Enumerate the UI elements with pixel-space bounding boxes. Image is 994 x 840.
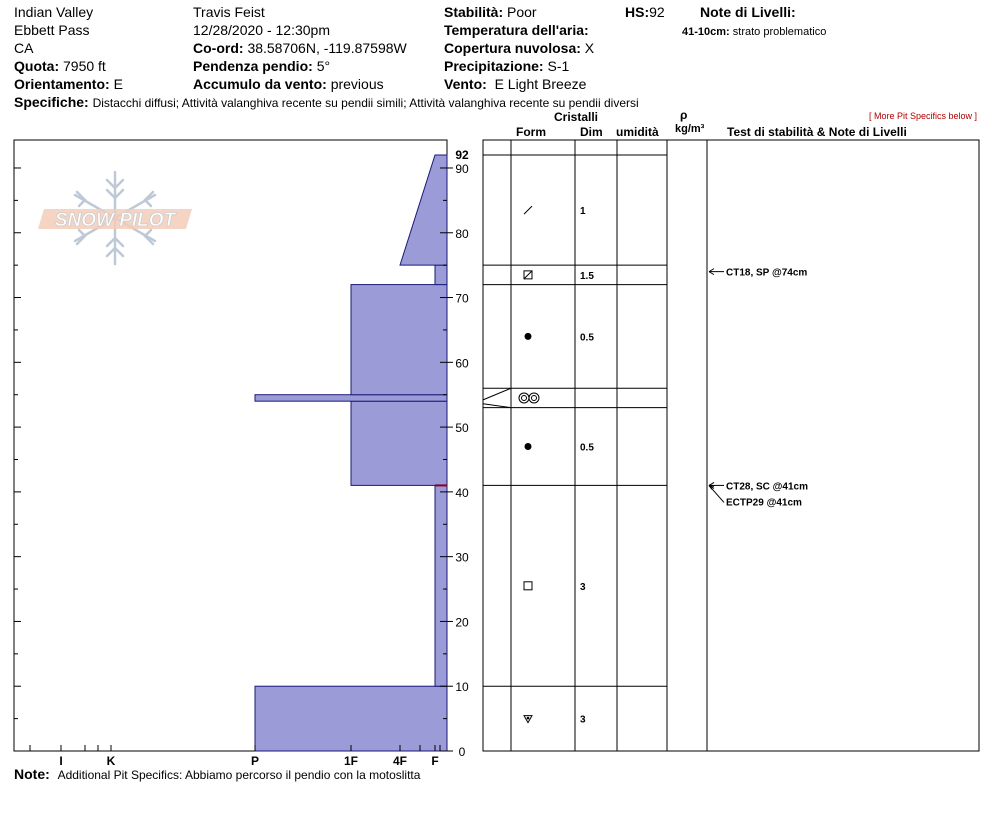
state: CA	[14, 40, 34, 56]
crystal-size: 3	[580, 581, 586, 593]
location: Indian Valley	[14, 4, 94, 20]
layer-connector	[483, 404, 511, 408]
more-specifics-link[interactable]: [ More Pit Specifics below ]	[869, 111, 978, 121]
hardness-bar	[351, 401, 447, 485]
hardness-label: I	[59, 754, 63, 768]
crystal-size: 3	[580, 714, 586, 726]
hardness-bar	[435, 265, 447, 284]
col-rho: ρ	[680, 108, 688, 122]
stability: Stabilità: Poor	[444, 4, 537, 20]
test-label: CT18, SP @74cm	[726, 267, 808, 279]
crystal-rounded-icon	[525, 443, 532, 450]
footer-note: Note: Additional Pit Specifics: Abbiamo percorso il pendio con la motoslitta	[14, 766, 421, 782]
crystal-depth-hoar-icon	[524, 716, 532, 723]
precipitation: Precipitazione: S-1	[444, 58, 570, 74]
hardness-bar	[435, 485, 447, 686]
test-label: ECTP29 @41cm	[726, 497, 802, 509]
depth-label: 0	[458, 745, 466, 759]
specifics: Specifiche: Distacchi diffusi; Attività valanghiva recente su pendii simili; Attività valanghiva recente su pendii diversi	[14, 94, 639, 110]
crystal-size: 0.5	[580, 332, 594, 344]
aspect: Orientamento: E	[14, 76, 123, 92]
col-tests: Test di stabilità & Note di Livelli	[727, 125, 907, 139]
depth-label: 90	[455, 161, 469, 176]
depth-label: 30	[455, 550, 469, 565]
slope: Pendenza pendio: 5°	[193, 58, 331, 74]
elevation: Quota: 7950 ft	[14, 58, 106, 74]
hardness-profile	[255, 155, 447, 751]
layer-notes-title: Note di Livelli:	[700, 4, 796, 20]
hardness-label: 4F	[392, 754, 408, 768]
crystal-forms	[519, 206, 594, 726]
depth-axis	[447, 148, 469, 759]
crystal-size: 1	[580, 206, 586, 218]
hardness-label: K	[106, 754, 116, 768]
test-label: CT28, SC @41cm	[726, 481, 809, 493]
crystal-decomposing-icon	[524, 206, 532, 214]
col-form: Form	[516, 125, 546, 139]
depth-label: 10	[455, 680, 469, 695]
coordinates: Co-ord: 38.58706N, -119.87598W	[193, 40, 407, 56]
crystal-size: 0.5	[580, 442, 594, 454]
layer-connector	[483, 388, 511, 400]
col-dim: Dim	[580, 125, 603, 139]
stability-tests	[709, 268, 808, 509]
depth-label: 50	[455, 421, 469, 436]
depth-label: 70	[455, 291, 469, 306]
datetime: 12/28/2020 - 12:30pm	[193, 22, 330, 38]
hardness-bar	[255, 686, 447, 751]
col-umidita: umidità	[616, 125, 659, 139]
hardness-label: 1F	[343, 754, 359, 768]
depth-top-label: 92	[455, 148, 469, 163]
hardness-label: P	[250, 754, 260, 768]
hardness-label: F	[431, 754, 439, 768]
wind: Vento: E Light Breeze	[444, 76, 587, 92]
depth-label: 20	[455, 615, 469, 630]
depth-label: 60	[455, 356, 469, 371]
crystal-size: 1.5	[580, 270, 594, 282]
crystal-faceted-rounded-icon	[524, 271, 532, 279]
crystal-rounded-icon	[525, 333, 532, 340]
hardness-bar	[255, 395, 447, 401]
hardness-bar	[351, 285, 447, 395]
depth-label: 80	[455, 226, 469, 241]
crystal-melt-forms-icon	[519, 393, 539, 403]
col-density-unit: kg/m³	[675, 123, 705, 135]
observer: Travis Feist	[193, 4, 265, 20]
area: Ebbett Pass	[14, 22, 90, 38]
air-temp: Temperatura dell'aria:	[444, 22, 589, 38]
depth-label: 40	[455, 485, 469, 500]
hs: HS:92	[625, 4, 665, 20]
hardness-bar	[400, 155, 447, 265]
crystal-faceted-icon	[524, 582, 532, 590]
layer-note: 41-10cm: strato problematico	[682, 26, 827, 38]
col-cristalli: Cristalli	[554, 110, 599, 124]
wind-loading: Accumulo da vento: previous	[193, 76, 384, 92]
snow-pilot-logo	[38, 172, 192, 264]
cloud-cover: Copertura nuvolosa: X	[444, 40, 595, 56]
logo-text: SNOW PILOT	[54, 210, 176, 231]
